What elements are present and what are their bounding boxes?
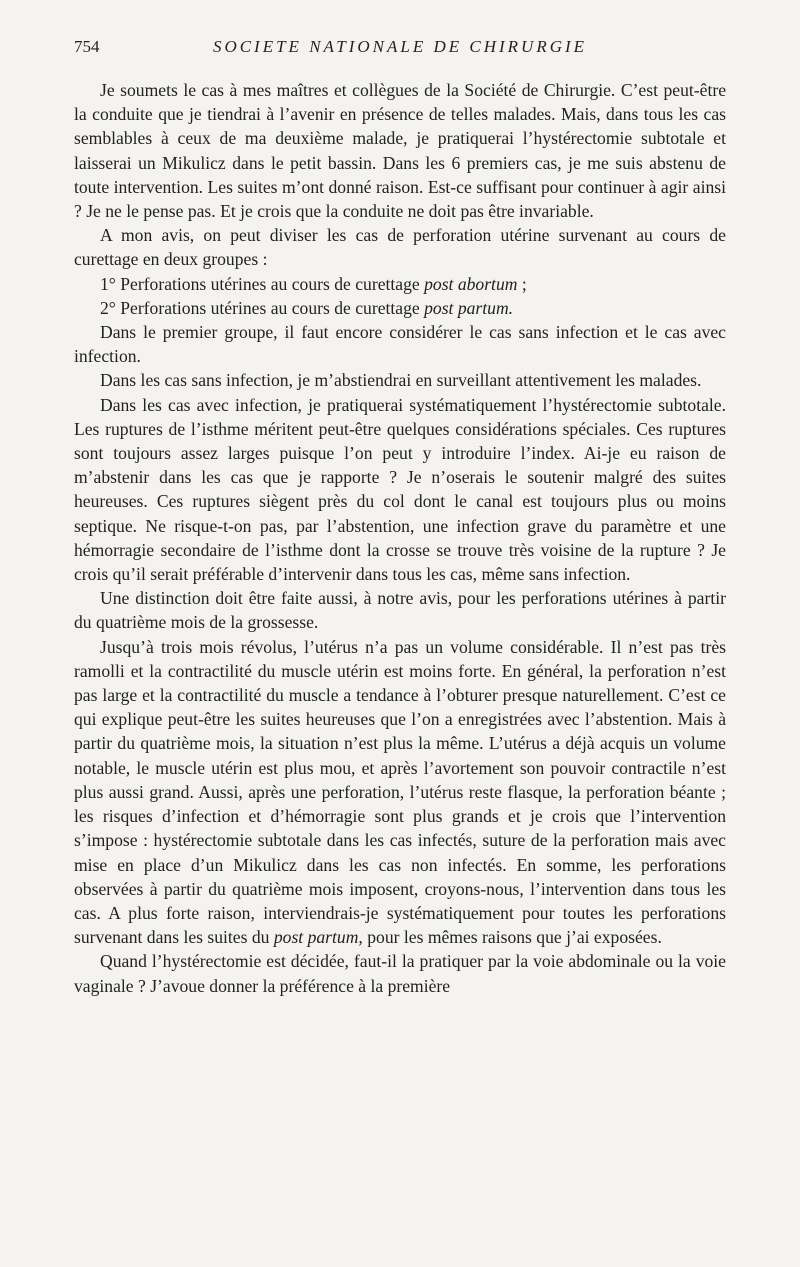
text-run: 1° Perforations utérines au cours de curettage xyxy=(100,273,425,294)
text-run: pour les mêmes raisons que j’ai exposées. xyxy=(362,927,662,948)
text-run: Dans le premier groupe, il faut encore considérer le cas sans infection et le cas avec infection. xyxy=(74,322,726,367)
paragraph xyxy=(74,635,726,950)
paragraph xyxy=(74,949,726,997)
italic-text: post abortum xyxy=(424,273,518,294)
text-run: Quand l’hystérectomie est décidée, faut-il la pratiquer par la voie abdominale ou la voie vaginale ? J’avoue donner la préférence à la première xyxy=(74,951,726,996)
text-run: Dans les cas sans infection, je m’abstiendrai en surveillant attentivement les malades. xyxy=(100,370,702,391)
text-run: 2° Perforations utérines au cours de curettage xyxy=(100,297,425,318)
page-header xyxy=(74,37,726,59)
paragraph xyxy=(74,223,726,271)
text-run: Je soumets le cas à mes maîtres et collègues de la Société de Chirurgie. C’est peut-être la conduite que je tiendrai à l’avenir en présence de telles malades. Mais, dans tous les cas semblables à ceux de ma deuxième malade, je pratiquerai l’hystérectomie subtotale et laisserai un Mikulicz dans le petit bassin. Dans les 6 premiers cas, je me suis abstenu de toute intervention. Les suites m’ont donné raison. Est-ce suffisant pour continuer à agir ainsi ? Je ne le pense pas. Et je crois que la conduite ne doit pas être invariable. xyxy=(74,80,726,222)
text-run: Jusqu’à trois mois révolus, l’utérus n’a pas un volume considérable. Il n’est pas très ramolli et la contractilité du muscle utérin est moins forte. En général, la perforation n’est pas large et la contractilité du muscle a tendance à l’obturer presque naturellement. C’est ce qui explique peut-être les suites heureuses que l’on a enregistrées avec l’abstention. Mais à partir du quatrième mois, la situation n’est plus la même. L’utérus a déjà acquis un volume notable, le muscle utérin est plus mou, et après l’avortement son pouvoir contractile n’est plus aussi grand. Aussi, après une perforation, l’utérus reste flasque, la perforation béante ; les risques d’infection et d’hémorragie sont plus grands et je crois que l’intervention s’impose : hystérectomie subtotale dans les cas infectés, suture de la perforation mais avec mise en place d’un Mikulicz dans les cas non infectés. En somme, les perforations observées à partir du quatrième mois imposent, croyons-nous, l’intervention dans tous les cas. A plus forte raison, interviendrais-je systématiquement pour toutes les perforations survenant dans les suites du xyxy=(74,636,726,948)
running-title: SOCIETE NATIONALE DE CHIRURGIE xyxy=(212,37,588,56)
paragraph xyxy=(74,272,726,296)
italic-text: post partum, xyxy=(273,927,363,948)
page-number: 754 xyxy=(74,37,100,56)
paragraph xyxy=(74,586,726,634)
italic-text: post partum. xyxy=(424,297,514,318)
text-run: ; xyxy=(517,273,527,294)
paragraph xyxy=(74,78,726,223)
body-text xyxy=(74,78,726,998)
paragraph xyxy=(74,320,726,368)
paragraph xyxy=(74,296,726,320)
text-run: Une distinction doit être faite aussi, à notre avis, pour les perforations utérines à partir du quatrième mois de la grossesse. xyxy=(74,588,726,633)
paragraph xyxy=(74,368,726,392)
paragraph xyxy=(74,393,726,587)
text-run: A mon avis, on peut diviser les cas de perforation utérine survenant au cours de curettage en deux groupes : xyxy=(74,225,726,270)
text-run: Dans les cas avec infection, je pratiquerai systématiquement l’hystérectomie subtotale. Les ruptures de l’isthme méritent peut-être quelques considérations spéciales. Ces ruptures sont toujours assez larges puisque l’on peut y introduire l’index. Ai-je eu raison de m’abstenir dans les cas que je rapporte ? Je n’oserais le soutenir malgré des suites heureuses. Ces ruptures siègent près du col dont le canal est toujours plus ou moins septique. Ne risque-t-on pas, par l’abstention, une infection grave du paramètre et une hémorragie secondaire de l’isthme dont la crosse se trouve très voisine de la rupture ? Je crois qu’il serait préférable d’intervenir dans tous les cas, même sans infection. xyxy=(74,394,726,585)
